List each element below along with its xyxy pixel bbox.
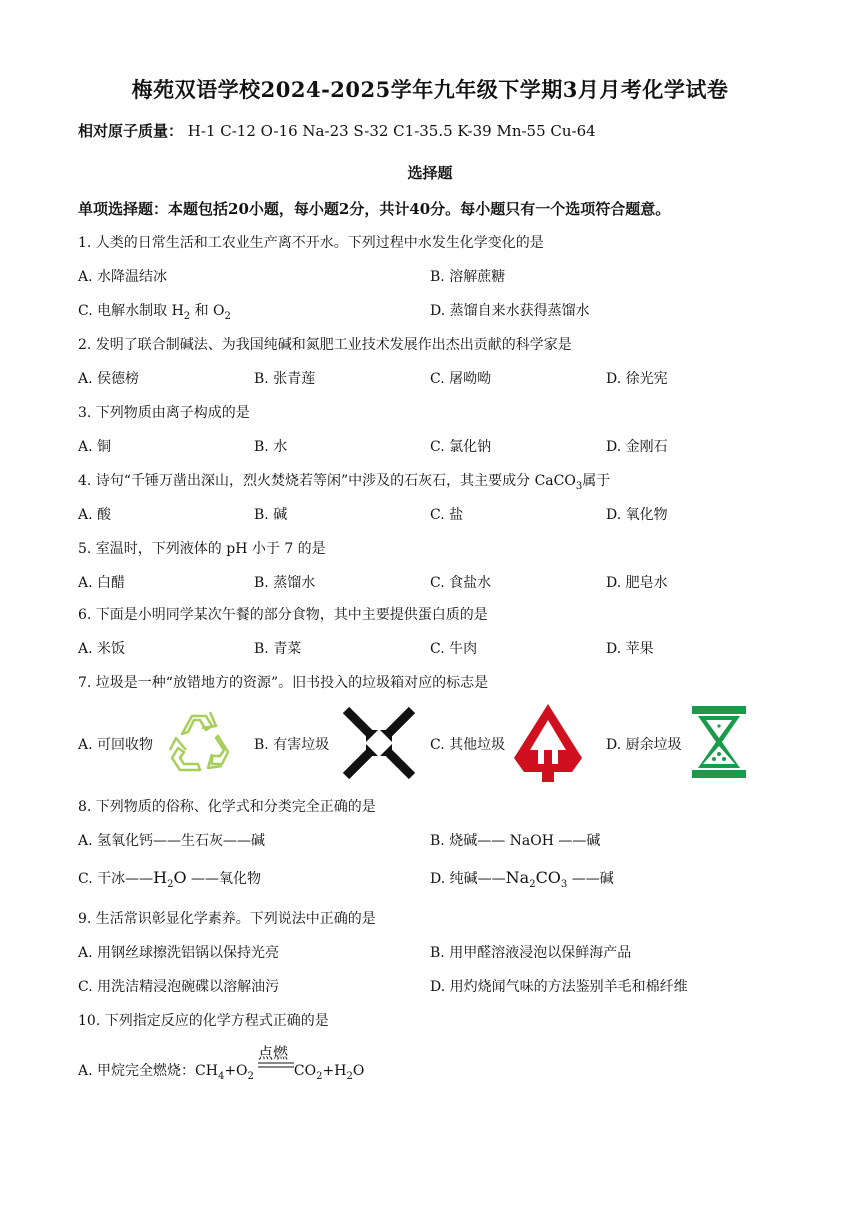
q8-soda-sub2: 3 — [560, 878, 568, 890]
question-1-stem: 1. 人类的日常生活和工农业生产离不开水。下列过程中水发生化学变化的是 — [78, 235, 544, 251]
q2-option-a: A. 侯德榜 — [78, 371, 140, 387]
other-waste-icon — [512, 702, 584, 782]
q7-option-a: A. 可回收物 — [78, 737, 154, 753]
q10-co: CO — [293, 1063, 317, 1079]
q3-option-c: C. 氯化钠 — [430, 439, 492, 455]
q6-option-d: D. 苹果 — [606, 641, 654, 657]
kitchen-waste-icon — [690, 704, 748, 780]
q8-option-c-tail: ——氧化物 — [186, 871, 262, 887]
q10-plus-h: +H — [322, 1063, 347, 1079]
q1-option-c-text: C. 电解水制取 H — [78, 303, 184, 319]
q8-option-a: A. 氢氧化钙——生石灰——碱 — [78, 833, 266, 849]
q8-option-d-tail: ——碱 — [567, 871, 614, 887]
q4-stem-text: 4. 诗句“千锤万凿出深山，烈火焚烧若等闲”中涉及的石灰石，其主要成分 CaCO — [78, 473, 576, 489]
q2-option-b: B. 张青莲 — [254, 371, 316, 387]
q5-option-d: D. 肥皂水 — [606, 575, 668, 591]
q1-option-d: D. 蒸馏自来水获得蒸馏水 — [430, 303, 590, 319]
q10-option-a-text: A. 甲烷完全燃烧：CH — [78, 1063, 218, 1079]
q3-option-a: A. 铜 — [78, 439, 112, 455]
question-3-stem: 3. 下列物质由离子构成的是 — [78, 405, 250, 421]
q4-option-b: B. 碱 — [254, 507, 288, 523]
q9-option-c: C. 用洗洁精浸泡碗碟以溶解油污 — [78, 979, 280, 995]
question-6-stem: 6. 下面是小明同学某次午餐的部分食物，其中主要提供蛋白质的是 — [78, 607, 488, 623]
q4-option-c: C. 盐 — [430, 507, 464, 523]
q1-option-b: B. 溶解蔗糖 — [430, 269, 506, 285]
atomic-masses — [78, 120, 596, 141]
q8-option-c — [78, 868, 261, 890]
q9-option-b: B. 用甲醛溶液浸泡以保鲜海产品 — [430, 945, 632, 961]
atomic-masses-label: 相对原子质量： — [78, 122, 184, 140]
question-7-stem: 7. 垃圾是一种“放错地方的资源”。旧书投入的垃圾箱对应的标志是 — [78, 675, 489, 691]
q10-sub-2b: 2 — [316, 1070, 323, 1082]
q1-h-sub: 2 — [183, 310, 191, 322]
q1-option-c — [78, 300, 231, 322]
exam-title: 梅苑双语学校2024-2025学年九年级下学期3月月考化学试卷 — [131, 77, 729, 102]
hazardous-waste-icon — [342, 706, 416, 780]
q8-water-sub: 2 — [167, 878, 174, 890]
q10-o: O — [352, 1063, 365, 1079]
q10-plus-o: +O — [224, 1063, 248, 1079]
q6-option-c: C. 牛肉 — [430, 641, 478, 657]
atomic-masses-values: H-1 C-12 O-16 Na-23 S-32 C1-35.5 K-39 Mn-55 Cu-64 — [187, 122, 596, 140]
question-9-stem: 9. 生活常识彰显化学素养。下列说法中正确的是 — [78, 911, 376, 927]
q6-option-b: B. 青菜 — [254, 641, 302, 657]
q9-option-d: D. 用灼烧闻气味的方法鉴别羊毛和棉纤维 — [430, 979, 688, 995]
q7-option-d: D. 厨余垃圾 — [606, 737, 682, 753]
q5-option-c: C. 食盐水 — [430, 575, 492, 591]
q3-option-b: B. 水 — [254, 439, 288, 455]
q8-option-d-text: D. 纯碱—— — [430, 871, 506, 887]
q4-stem-tail: 属于 — [582, 473, 611, 489]
q8-option-b: B. 烧碱—— NaOH ——碱 — [430, 833, 601, 849]
q8-water-h: H — [153, 868, 168, 887]
q8-soda-sub1: 2 — [529, 878, 536, 890]
instructions: 单项选择题：本题包括20小题，每小题2分，共计40分。每小题只有一个选项符合题意。 — [78, 200, 671, 218]
question-5-stem: 5. 室温时，下列液体的 pH 小于 7 的是 — [78, 541, 326, 557]
q5-option-b: B. 蒸馏水 — [254, 575, 316, 591]
q4-option-d: D. 氧化物 — [606, 507, 668, 523]
q1-o-sub: 2 — [224, 310, 231, 322]
section-heading: 选择题 — [407, 164, 453, 182]
q1-option-a: A. 水降温结冰 — [78, 269, 168, 285]
question-8-stem: 8. 下列物质的俗称、化学式和分类完全正确的是 — [78, 799, 376, 815]
question-10-stem: 10. 下列指定反应的化学方程式正确的是 — [78, 1013, 329, 1029]
q1-o-text: 和 O — [190, 303, 225, 319]
q8-option-d — [430, 868, 614, 890]
q2-option-c: C. 屠呦呦 — [430, 371, 492, 387]
q2-option-d: D. 徐光宪 — [606, 371, 668, 387]
q8-soda-na: Na — [505, 868, 530, 887]
q7-option-c: C. 其他垃圾 — [430, 737, 506, 753]
q8-option-c-text: C. 干冰—— — [78, 871, 154, 887]
recycle-icon — [162, 704, 238, 780]
q10-option-a — [78, 1060, 364, 1082]
q4-sub: 3 — [575, 480, 583, 492]
q9-option-a: A. 用钢丝球擦洗铝锅以保持光亮 — [78, 945, 280, 961]
q8-water-o: O — [173, 868, 187, 887]
q4-option-a: A. 酸 — [78, 507, 112, 523]
q7-option-b: B. 有害垃圾 — [254, 737, 330, 753]
q10-sub-4: 4 — [217, 1070, 225, 1082]
q10-sub-2a: 2 — [247, 1070, 254, 1082]
q5-option-a: A. 白醋 — [78, 575, 126, 591]
q10-sub-2c: 2 — [346, 1070, 353, 1082]
q10-condition: 点燃 — [258, 1044, 289, 1062]
q3-option-d: D. 金刚石 — [606, 439, 668, 455]
question-4-stem — [78, 470, 610, 492]
question-2-stem: 2. 发明了联合制碱法、为我国纯碱和氮肥工业技术发展作出杰出贡献的科学家是 — [78, 337, 572, 353]
q6-option-a: A. 米饭 — [78, 641, 126, 657]
q8-soda-co: CO — [535, 868, 561, 887]
